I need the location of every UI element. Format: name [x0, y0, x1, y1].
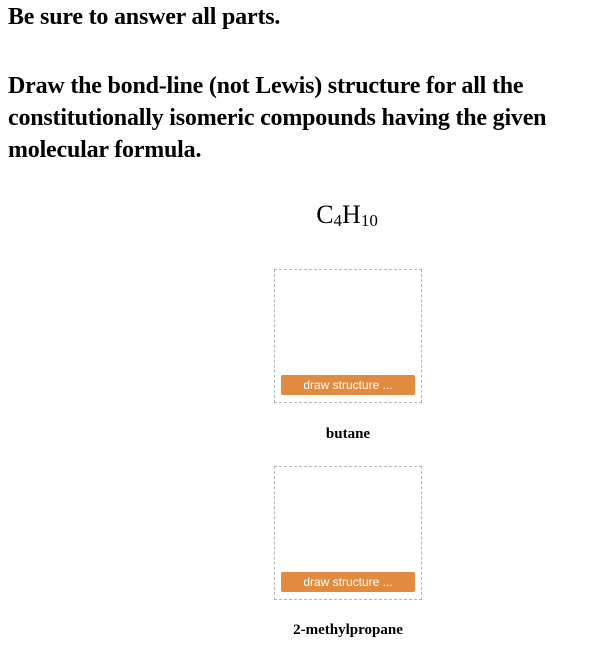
- draw-structure-button-1[interactable]: draw structure ...: [281, 375, 415, 395]
- molecular-formula: [0, 200, 612, 231]
- structure-name-2: 2-methylpropane: [293, 622, 403, 638]
- question-text: Draw the bond-line (not Lewis) structure for all the constitutionally isomeric compounds having the given molecular formula.: [8, 73, 547, 163]
- formula-carbon: C: [316, 200, 334, 229]
- draw-structure-button-2[interactable]: draw structure ...: [281, 572, 415, 592]
- structure-drawing-area-2[interactable]: [274, 466, 422, 600]
- formula-hydrogen-count: 10: [360, 211, 378, 230]
- structure-name-1: butane: [325, 426, 371, 442]
- instruction-text: Be sure to answer all parts.: [8, 4, 281, 30]
- formula-carbon-count: 4: [333, 211, 343, 230]
- structure-drawing-area-1[interactable]: [274, 269, 422, 403]
- formula-hydrogen: H: [342, 200, 361, 229]
